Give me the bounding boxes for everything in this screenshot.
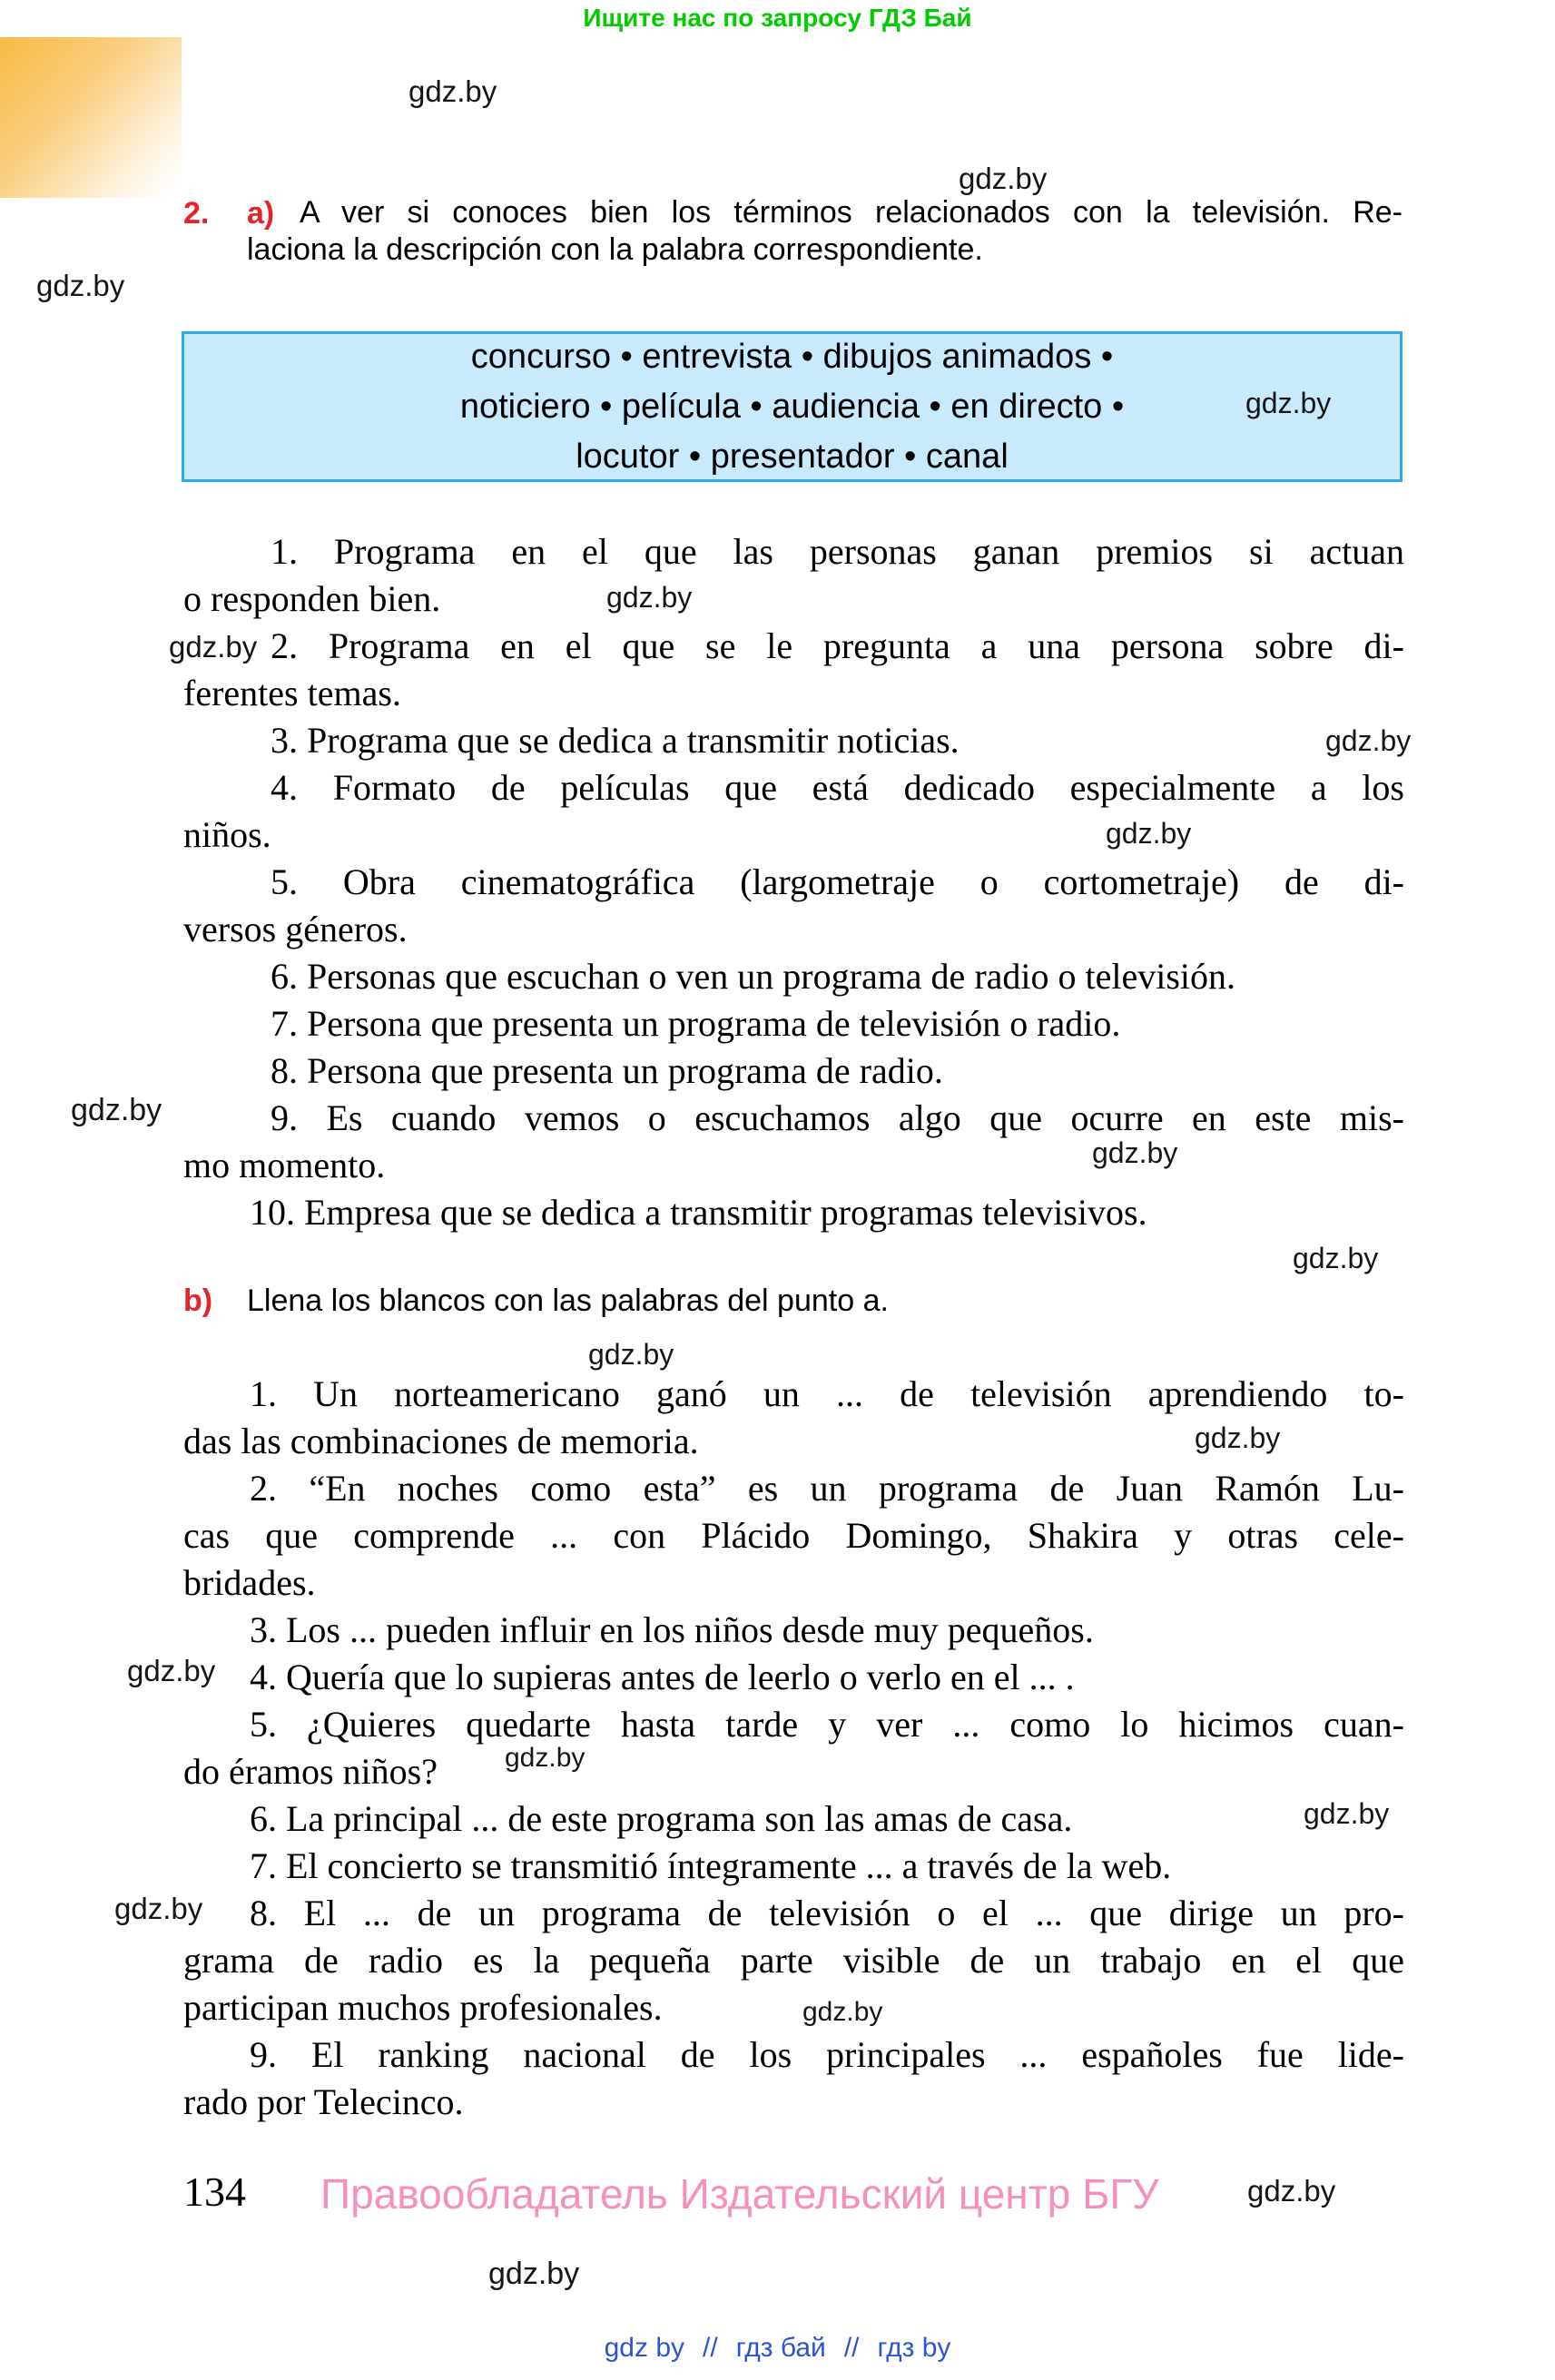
watermark-gdz: gdz.by	[127, 1654, 216, 1687]
definition-line: 7. Persona que presenta un programa de televisión o radio.	[271, 1003, 1121, 1044]
part-b-label: b)	[183, 1283, 213, 1318]
watermark-gdz: gdz.by	[1304, 1797, 1390, 1830]
fill-in-line: 4. Quería que lo supieras antes de leerlo o verlo en el ... .	[250, 1657, 1075, 1697]
fill-in-line: bridades.	[183, 1562, 316, 1603]
definition-line: 1. Programa en el que las personas ganan premios si actuan	[271, 531, 1404, 572]
fill-in-line: 1. Un norteamericano ganó un ... de televisión aprendiendo to-	[250, 1373, 1404, 1414]
instruction-line: laciona la descripción con la palabra correspondiente.	[247, 232, 983, 267]
link-separator: //	[843, 2333, 860, 2363]
watermark-gdz: gdz.by	[114, 1892, 203, 1925]
fill-in-line: rado por Telecinco.	[183, 2081, 464, 2122]
definition-line: niños.	[183, 814, 271, 855]
part-a-definitions-list	[183, 528, 1404, 1236]
watermark-gdz: gdz.by	[1092, 1136, 1178, 1169]
watermark-gdz: gdz.by	[1293, 1242, 1379, 1274]
definition-line: 10. Empresa que se dedica a transmitir programas televisivos.	[250, 1192, 1147, 1233]
watermark-gdz: gdz.by	[1325, 724, 1412, 757]
watermark-gdz: gdz.by	[71, 1093, 162, 1127]
definition-line: ferentes temas.	[183, 673, 401, 713]
watermark-gdz: gdz.by	[488, 2257, 580, 2291]
footer-link[interactable]: gdz by	[604, 2333, 685, 2363]
fill-in-line: 9. El ranking nacional de los principales ... españoles fue lide-	[250, 2034, 1404, 2075]
fill-in-line: cas que comprende ... con Plácido Domingo, Shakira y otras cele-	[183, 1515, 1404, 1556]
word-box-line: concurso • entrevista • dibujos animados •	[470, 337, 1114, 376]
exercise-number: 2.	[183, 196, 210, 231]
definition-line: 8. Persona que presenta un programa de radio.	[271, 1050, 943, 1091]
link-separator: //	[703, 2333, 718, 2363]
watermark-gdz: gdz.by	[959, 162, 1048, 195]
part-b-fill-in-list	[183, 1371, 1404, 2126]
fill-in-line: participan muchos profesionales.	[183, 1987, 663, 2028]
instruction-line: A ver si conoces bien los términos relacionados con la televisión. Re-	[300, 195, 1402, 230]
watermark-gdz: gdz.by	[588, 1338, 674, 1371]
definition-line: 9. Es cuando vemos o escuchamos algo que ocurre en este mis-	[271, 1097, 1404, 1138]
footer-link[interactable]: гдз by	[877, 2333, 951, 2363]
fill-in-line: 2. “En noches como esta” es un programa de Juan Ramón Lu-	[250, 1468, 1404, 1509]
part-b-instruction: Llena los blancos con las palabras del punto a.	[247, 1283, 889, 1318]
copyright-notice: Правообладатель Издательский центр БГУ	[320, 2170, 1159, 2218]
watermark-gdz: gdz.by	[1106, 817, 1192, 850]
fill-in-line: 5. ¿Quieres quedarte hasta tarde y ver ... como lo hicimos cuan-	[250, 1704, 1404, 1745]
word-box	[182, 331, 1402, 482]
word-box-line: locutor • presentador • canal	[576, 437, 1009, 476]
promo-banner: Ищите нас по запросу ГДЗ Бай	[583, 4, 972, 32]
fill-in-line: 8. El ... de un programa de televisión o el ... que dirige un pro-	[250, 1893, 1404, 1933]
fill-in-line: das las combinaciones de memoria.	[183, 1421, 699, 1461]
watermark-gdz: gdz.by	[1195, 1421, 1281, 1454]
watermark-gdz: gdz.by	[408, 74, 497, 108]
fill-in-line: grama de radio es la pequeña parte visible de un trabajo en el que	[183, 1940, 1404, 1981]
watermark-gdz: gdz.by	[1245, 387, 1332, 419]
footer-links	[0, 2333, 1555, 2364]
watermark-gdz: gdz.by	[1247, 2174, 1336, 2208]
definition-line: 6. Personas que escuchan o ven un programa de radio o televisión.	[271, 956, 1236, 997]
fill-in-line: 3. Los ... pueden influir en los niños desde muy pequeños.	[250, 1609, 1094, 1650]
watermark-gdz: gdz.by	[606, 581, 693, 614]
footer-link[interactable]: гдз бай	[735, 2333, 826, 2363]
fill-in-line: do éramos niños?	[183, 1751, 438, 1792]
definition-line: 5. Obra cinematográfica (largometraje o cortometraje) de di-	[271, 861, 1404, 902]
part-a-instruction	[247, 194, 1402, 269]
definition-line: versos géneros.	[183, 909, 408, 949]
definition-line: 4. Formato de películas que está dedicado especialmente a los	[271, 767, 1404, 808]
watermark-gdz: gdz.by	[802, 1997, 883, 2027]
word-box-line: noticiero • película • audiencia • en directo •	[459, 387, 1125, 426]
definition-line: o responden bien.	[183, 578, 441, 619]
orange-decoration	[0, 37, 182, 198]
watermark-gdz: gdz.by	[505, 1743, 586, 1773]
fill-in-line: 7. El concierto se transmitió íntegramente ... a través de la web.	[250, 1845, 1172, 1886]
watermark-gdz: gdz.by	[169, 630, 258, 664]
fill-in-line: 6. La principal ... de este programa son las amas de casa.	[250, 1798, 1073, 1839]
page-number: 134	[183, 2169, 246, 2215]
definition-line: mo momento.	[183, 1145, 386, 1185]
definition-line: 3. Programa que se dedica a transmitir noticias.	[271, 720, 960, 761]
watermark-gdz: gdz.by	[36, 269, 125, 302]
part-a-label: a)	[247, 196, 275, 231]
definition-line: 2. Programa en el que se le pregunta a una persona sobre di-	[271, 625, 1404, 666]
